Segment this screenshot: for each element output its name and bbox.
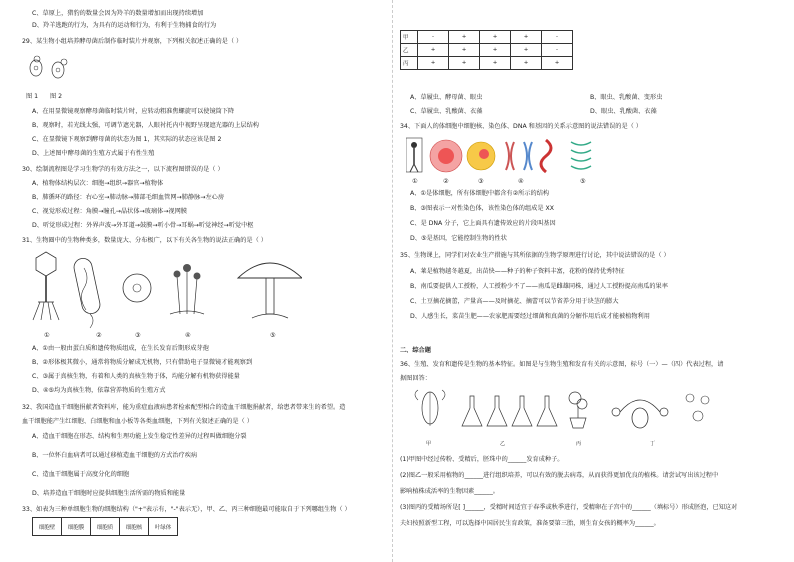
fig-label-yi: 乙: [500, 441, 506, 447]
table-cell: 丙: [401, 57, 418, 70]
q33-option-a: A、草履虫、酵母菌、眼虫: [410, 94, 483, 101]
q35-option-c: C、土豆摘花摘蕾，产量高——及时摘花、摘蕾可以节省养分用于块茎的膨大: [410, 298, 619, 305]
q29-stem: 29、某生物小组培养酵母菌后制作临时装片并观察，下列相关叙述正确的是（ ）: [22, 38, 243, 45]
column-divider: [392, 0, 393, 562]
text-line: D、羚羊逃跑的行为，为具有的运动和行为，有利于生物捕食的行为: [32, 22, 217, 29]
q36-part-3-cont: 夫妇按照新型工程，可以选择中国居民生育政策，准备要第三胎，则生育女孩的概率为______。: [400, 520, 660, 527]
table-cell: 甲: [401, 31, 418, 44]
q29-option-d: D、上述图中酵母菌的生殖方式属于有性生殖: [32, 150, 155, 157]
table-cell: +: [418, 44, 449, 57]
q32-option-b: B、一位怀白血病者可以通过移植造血干细胞的方式治疗疾病: [32, 452, 198, 459]
q36-part-2: (2)图乙一般采用植物的______进行组织培养，可以有效的脱去病毒，从而获得更加优良的植株。请尝试写出该过程中: [400, 472, 719, 479]
table-cell: +: [511, 57, 542, 70]
q36-part-1: (1)甲图中经过传粉、受精后，胚珠中的______发育成种子。: [400, 456, 564, 463]
q34-option-b: B、③图表示一对性染色体，该性染色体的组成是 XX: [410, 205, 554, 212]
q35-option-d: D、人感生长，菜苗生肥——农家肥需要经过细菌和真菌的分解作用后成才能被植物利用: [410, 313, 650, 320]
q32-option-c: C、造血干细胞属于高度分化的细胞: [32, 471, 130, 478]
table-cell: +: [418, 57, 449, 70]
table-cell: +: [480, 57, 511, 70]
q34-option-a: A、①是体细胞，所有体细胞中都含有②所示的结构: [410, 190, 550, 197]
fig-label-4: ④: [185, 332, 191, 339]
fig-label-5: ⑤: [270, 332, 276, 339]
fig-label-jia: 甲: [426, 441, 432, 447]
q35-option-a: A、莱是植物越冬越夏，出苗快——种子的种子资料丰富，花粉的保持优秀特征: [410, 268, 625, 275]
q31-organisms-figure: [32, 248, 302, 336]
q31-option-d: D、④⑤均为真核生物，依靠营养物质的生殖方式: [32, 387, 166, 394]
q29-option-a: A、在用显微镜观察酵母菌临时装片时，应转动粗准焦螺旋可以使镜筒下降: [32, 108, 235, 115]
q30-option-a: A、植物体结构层次：细胞→组织→器官→植物体: [32, 180, 164, 187]
fig-label-4: ④: [518, 178, 524, 185]
section-heading: 二、综合题: [400, 347, 431, 354]
q36-stem-cont: 据图回答：: [400, 375, 431, 382]
table-header-cell: 细胞壁: [33, 518, 62, 536]
q29-option-b: B、观察时，若光线太强，可调节遮光器，人眼衬托内中视野呈现遮光器的上层结构: [32, 122, 259, 129]
fig-label-3: ③: [135, 332, 141, 339]
q34-figure: [406, 136, 606, 176]
left-column: [22, 0, 382, 562]
fig-label-1: 图 1: [26, 93, 39, 100]
q30-option-c: C、视觉形成过程：角膜→瞳孔→晶状体→玻璃体→视网膜: [32, 208, 187, 215]
table-header-cell: 细胞膜: [62, 518, 91, 536]
table-row: [401, 57, 573, 70]
q31-stem: 31、生物圈中的生物种类多，数量庞大、分布极广，以下有关各生物的说法正确的是（ ）: [22, 237, 267, 244]
table-cell: +: [511, 31, 542, 44]
right-column: [400, 0, 780, 562]
table-cell: +: [480, 31, 511, 44]
fig-label-2: ②: [96, 332, 102, 339]
fig-label-2: ②: [443, 178, 449, 185]
q32-option-d: D、培养造血干细胞时应提供细胞生活所需的物质和能量: [32, 490, 186, 497]
table-cell: +: [449, 31, 480, 44]
table-cell: +: [542, 57, 573, 70]
fig-label-5: ⑤: [580, 178, 586, 185]
table-cell: 乙: [401, 44, 418, 57]
q36-part-2-cont: 影响植株成活率的生物因素______。: [400, 488, 499, 495]
table-cell: -: [418, 31, 449, 44]
q36-figure: [410, 386, 720, 436]
table-cell: +: [511, 44, 542, 57]
fig-label-1: ①: [44, 332, 50, 339]
q31-option-c: C、③属于真核生物，有着和人类的真核生物于体，均能分解有机物获得能量: [32, 373, 240, 380]
q29-yeast-figure: [26, 50, 76, 90]
fig-label-2: 图 2: [50, 93, 63, 100]
fig-label-bing: 丙: [576, 441, 582, 447]
q34-stem: 34、下面人的体细胞中细胞核、染色体、DNA 和基因的关系示意图的说法错误的是（ ）: [400, 123, 642, 130]
q34-option-c: C、是 DNA 分子，它上面具有遗传效应的片段叫基因: [410, 220, 556, 227]
table-cell: -: [542, 31, 573, 44]
table-cell: +: [449, 44, 480, 57]
table-header-cell: 细胞核: [120, 518, 149, 536]
table-header-cell: 叶绿体: [149, 518, 178, 536]
q36-part-3: (3)图丙的受精场所是[ ]______，受精时间适宜于春季或秋季进行，受精卵在子宫中的______（填标号）形成胚泡，已知这对: [400, 504, 738, 511]
q34-option-d: D、⑤是基因，它能控制生物的性状: [410, 235, 507, 242]
fig-label-ding: 丁: [650, 441, 656, 447]
q36-stem: 36、生殖、发育和遗传是生物的基本特征。如图是与生物生殖和发育有关的示意图，标号（一）—（四）代表过程，请: [400, 361, 724, 368]
q35-option-b: B、南瓜要提供人工授粉，人工授粉少不了——南瓜是雌雄同株，通过人工授粉提高南瓜的果率: [410, 283, 668, 290]
q30-option-b: B、肺循环的路径：右心室→肺动脉→肺部毛细血管网→肺静脉→左心房: [32, 194, 225, 201]
q31-option-b: B、②形体极其微小，通常将物质分解成无机物，只有借助电子显微镜才能观察到: [32, 359, 253, 366]
text-line: C、草原上，猎豹的数量会因为羚羊的数量增加而出现持续增加: [32, 10, 204, 17]
q32-stem: 32、我国造血干细胞捐献者资料库，能为重症血液病患者检索配型相合的造血干细胞捐献者，给患者带来生的希望。造: [22, 404, 346, 411]
fig-label-3: ③: [478, 178, 484, 185]
q30-stem: 30、绘制流程图是学习生物学的有效方法之一，以下流程图错误的是（ ）: [22, 166, 224, 173]
q33-option-b: B、眼虫、乳酸菌、变形虫: [590, 94, 663, 101]
q33-option-d: D、眼虫、乳酸菌、衣藻: [590, 108, 657, 115]
table-row: [401, 31, 573, 44]
q31-option-a: A、①由一般由蛋白质和遗传物质组成，在生长发育后期形成芽孢: [32, 345, 209, 352]
q30-option-d: D、听觉形成过程：外界声波→外耳道→鼓膜→听小骨→耳蜗→听觉神经→听觉中枢: [32, 222, 254, 229]
fig-label-1: ①: [412, 178, 418, 185]
table-cell: +: [480, 44, 511, 57]
table-cell: +: [449, 57, 480, 70]
q33-option-c: C、草履虫、乳酸菌、衣藻: [410, 108, 483, 115]
q32-stem-cont: 血干细胞能产生红细胞、白细胞和血小板等各类血细胞，下列有关叙述正确的是（ ）: [22, 418, 253, 425]
q32-option-a: A、造血干细胞在形态、结构和生理功能上发生稳定性差异的过程叫做细胞分裂: [32, 433, 247, 440]
table-cell: -: [542, 44, 573, 57]
q33-table-rows: [400, 30, 573, 70]
q33-stem: 33、如表为三种单细胞生物的细胞结构（"+"表示有，"-"表示无），甲、乙、丙三种细胞最可能取自于下列哪组生物（ ）: [22, 506, 351, 513]
table-header-cell: 细胞质: [91, 518, 120, 536]
q33-table-header: [32, 517, 178, 536]
q29-option-c: C、在显微镜下观察到酵母菌的状态为图 1，其实际的状态应该是图 2: [32, 136, 222, 143]
table-row: [401, 44, 573, 57]
q35-stem: 35、生物课上，同学们对农业生产措施与其所依据的生物学原理进行讨论，其中说法错误的是（ ）: [400, 252, 670, 259]
